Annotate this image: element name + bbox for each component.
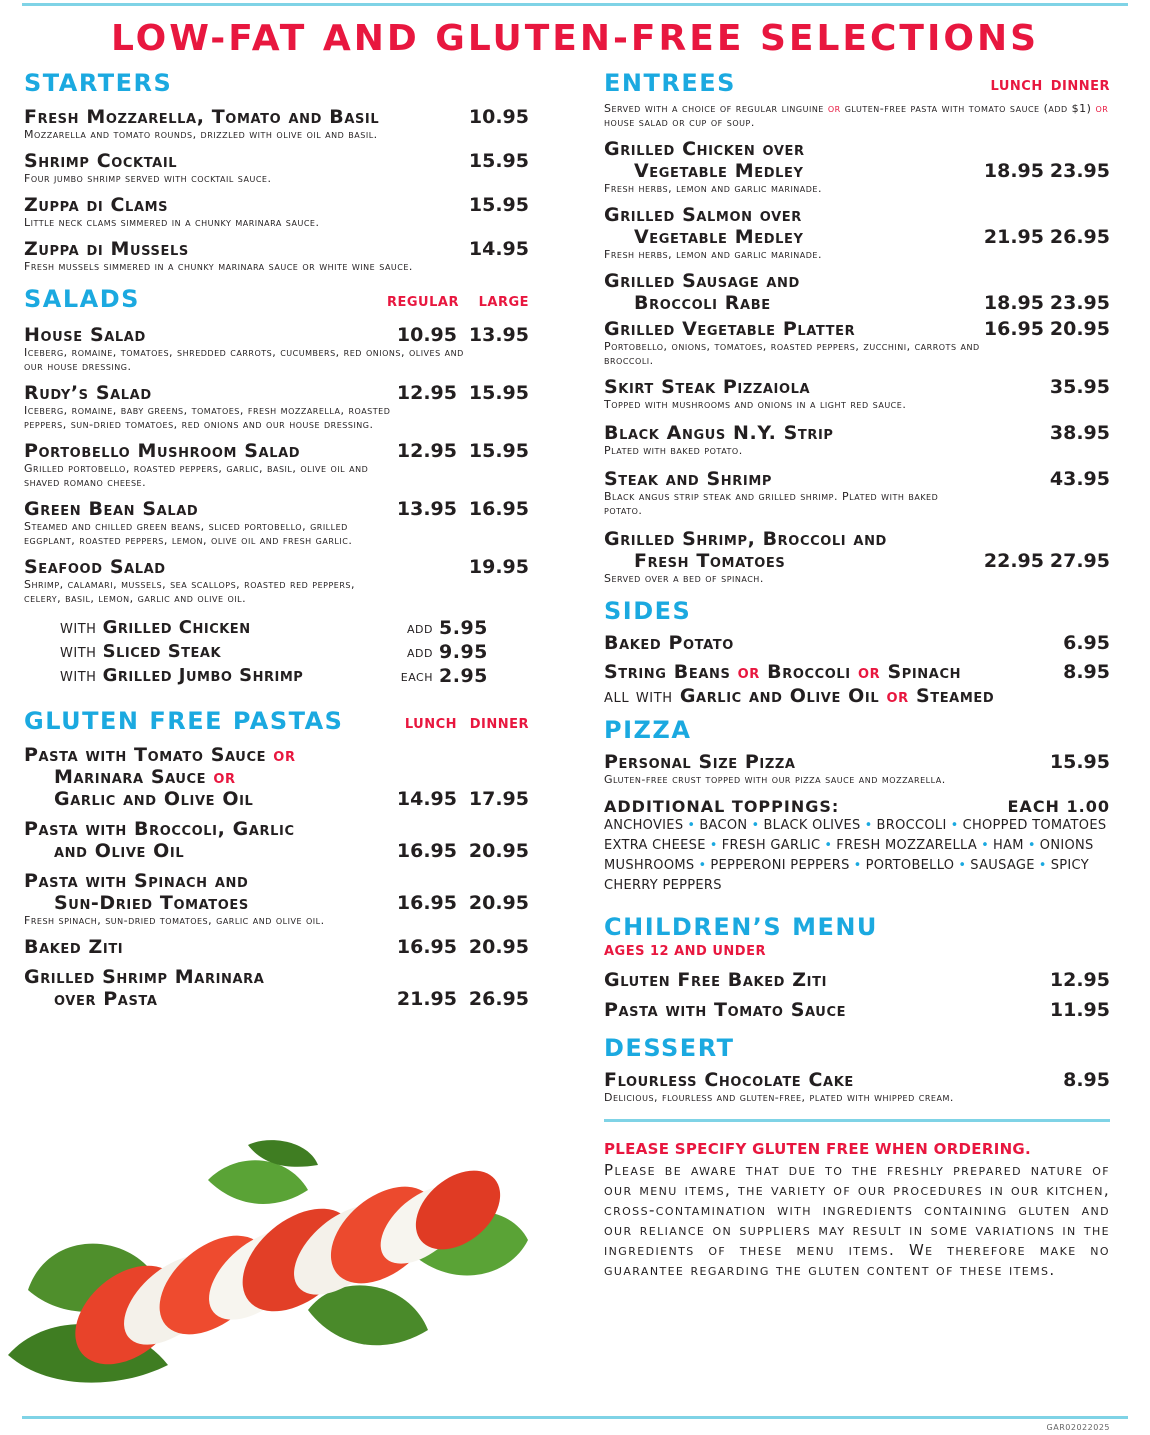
addon-price: 9.95 <box>439 641 488 663</box>
price-regular <box>387 556 457 578</box>
side-item <box>604 632 1110 654</box>
topping: SPICY CHERRY PEPPERS <box>604 858 1089 893</box>
col-large: LARGE <box>478 295 529 310</box>
item-name: String Beans or Broccoli or Spinach <box>604 661 962 683</box>
addon-label: with Grilled Chicken <box>60 617 251 638</box>
pastas-heading: GLUTEN FREE PASTAS <box>24 707 344 735</box>
item-description: Mozzarella and tomato rounds, drizzled with olive oil and basil. <box>24 128 378 141</box>
toppings-price: EACH 1.00 <box>1007 797 1110 816</box>
topping: CHOPPED TOMATOES <box>962 818 1107 833</box>
item-name: Grilled Shrimp Marinara <box>24 966 265 988</box>
price-regular: 13.95 <box>396 498 457 520</box>
item-description: Fresh herbs, lemon and garlic marinade. <box>604 182 822 195</box>
price-dinner: 27.95 <box>1049 550 1110 572</box>
item-row: Fresh Tomatoes 22.95 27.95 <box>634 550 1110 572</box>
notice-text: Please be aware that due to the freshly prepared nature of our menu items, the variety of our procedures in our kitchen, cross-contamination with ingredients containing gluten and our reliance on suppliers may result in some variations in the ingredients of these menu items. We therefore make no guarantee regarding the gluten content of these items. <box>604 1161 1110 1279</box>
topping: EXTRA CHEESE <box>604 838 706 853</box>
topping: ONIONS <box>1039 838 1094 853</box>
item-row <box>24 382 529 404</box>
item-name: Personal Size Pizza <box>604 751 796 773</box>
item-name: House Salad <box>24 324 146 346</box>
salads-header <box>24 284 529 314</box>
bullet-separator: • <box>751 818 760 833</box>
topping: ANCHOVIES <box>604 818 684 833</box>
item-row <box>24 194 529 216</box>
addon-label: with Sliced Steak <box>60 641 222 662</box>
item-price: 15.95 <box>1049 751 1110 773</box>
salad-addon <box>24 664 529 688</box>
menu-item <box>24 744 529 810</box>
price-regular: 12.95 <box>396 382 457 404</box>
item-description: Topped with mushrooms and onions in a light red sauce. <box>604 398 907 411</box>
footer-code: GAR02022025 <box>1046 1423 1110 1432</box>
item-name: Fresh Mozzarella, Tomato and Basil <box>24 106 380 128</box>
bottom-rule <box>22 1416 1128 1419</box>
entrees-header <box>604 68 1110 98</box>
item-description: Shrimp, calamari, mussels, sea scallops, roasted red peppers, celery, basil, lemon, garlic and olive oil. <box>24 578 355 605</box>
addon-price: 2.95 <box>439 665 488 687</box>
col-regular: REGULAR <box>387 295 459 310</box>
entrees-heading: ENTREES <box>604 69 736 97</box>
item-description: Steamed and chilled green beans, sliced portobello, grilled eggplant, roasted peppers, lemon, olive oil and fresh garlic. <box>24 520 353 547</box>
item-row <box>604 422 1110 444</box>
item-row <box>24 498 529 520</box>
sides-heading: SIDES <box>604 597 692 625</box>
item-price: 8.95 <box>1063 661 1110 683</box>
bullet-separator: • <box>687 818 696 833</box>
item-row <box>604 318 1110 340</box>
item-description: Plated with baked potato. <box>604 444 743 457</box>
pastas-header <box>24 706 529 736</box>
price-lunch: 21.95 <box>983 226 1044 248</box>
topping: MUSHROOMS <box>604 858 695 873</box>
item-name: Pasta with Tomato Sauce or <box>24 744 296 766</box>
item-row: over Pasta 21.95 26.95 <box>54 988 529 1010</box>
price-lunch: 18.95 <box>983 160 1044 182</box>
item-row: Broccoli Rabe 18.95 23.95 <box>634 292 1110 314</box>
price-large: 15.95 <box>468 382 529 404</box>
item-row <box>604 468 1110 490</box>
item-price: 15.95 <box>468 194 529 216</box>
item-name: Seafood Salad <box>24 556 166 578</box>
bullet-separator: • <box>864 818 873 833</box>
children-item <box>604 969 1110 991</box>
menu-item <box>604 138 1110 196</box>
item-price: 15.95 <box>468 150 529 172</box>
item-name: Pasta with Tomato Sauce <box>604 999 847 1021</box>
pizza-heading: PIZZA <box>604 716 692 744</box>
price-dinner: 17.95 <box>468 788 529 810</box>
price-dinner: 23.95 <box>1049 292 1110 314</box>
dessert-item <box>604 1069 1110 1091</box>
item-description: Gluten-free crust topped with our pizza sauce and mozzarella. <box>604 773 946 786</box>
item-row: Vegetable Medley 21.95 26.95 <box>634 226 1110 248</box>
menu-item <box>24 818 529 862</box>
notice-title: PLEASE SPECIFY GLUTEN FREE WHEN ORDERING. <box>604 1140 1032 1158</box>
page-title: LOW-FAT AND GLUTEN-FREE SELECTIONS <box>110 18 1040 59</box>
item-name: Black Angus N.Y. Strip <box>604 422 834 444</box>
item-prices <box>387 440 529 462</box>
menu-item <box>24 936 529 958</box>
salad-addons <box>24 616 529 688</box>
item-price: 10.95 <box>468 106 529 128</box>
addon-price: 5.95 <box>439 617 488 639</box>
item-row <box>24 440 529 462</box>
item-name: Skirt Steak Pizzaiola <box>604 376 811 398</box>
item-row <box>24 556 529 578</box>
menu-item <box>604 376 1110 412</box>
price-lunch: 22.95 <box>983 550 1044 572</box>
item-price: 11.95 <box>1049 999 1110 1021</box>
price-regular: 10.95 <box>396 324 457 346</box>
item-row: Vegetable Medley 18.95 23.95 <box>634 160 1110 182</box>
item-row: and Olive Oil 16.95 20.95 <box>54 840 529 862</box>
item-name: Grilled Salmon over <box>604 204 802 226</box>
entrees-column-labels <box>991 79 1110 98</box>
toppings-list <box>604 816 1110 896</box>
menu-item <box>24 382 529 432</box>
entrees-intro: Served with a choice of regular linguine or gluten-free pasta with tomato sauce (add $1) or house salad or cup of soup. <box>604 102 1109 129</box>
item-row <box>24 238 529 260</box>
children-item <box>604 999 1110 1021</box>
menu-item <box>24 194 529 230</box>
item-description: Iceberg, romaine, baby greens, tomatoes, fresh mozzarella, roasted peppers, sun-dried tomatoes, red onions and our house dressing. <box>24 404 391 431</box>
menu-item <box>24 106 529 142</box>
item-name-line2: Marinara Sauce or <box>54 766 236 788</box>
salads-column-labels <box>387 295 529 314</box>
toppings-label: ADDITIONAL TOPPINGS: <box>604 797 840 816</box>
price-dinner: 35.95 <box>1049 376 1110 398</box>
col-dinner: DINNER <box>1050 79 1110 94</box>
price-large: 19.95 <box>468 556 529 578</box>
col-dinner: DINNER <box>469 717 529 732</box>
bullet-separator: • <box>1027 838 1036 853</box>
item-price: 12.95 <box>1049 969 1110 991</box>
price-dinner: 43.95 <box>1049 468 1110 490</box>
price-dinner: 38.95 <box>1049 422 1110 444</box>
item-name: Gluten Free Baked Ziti <box>604 969 828 991</box>
item-prices <box>387 556 529 578</box>
salads-list <box>24 324 529 606</box>
topping: SAUSAGE <box>970 858 1035 873</box>
menu-item <box>604 318 1110 368</box>
bullet-separator: • <box>709 838 718 853</box>
bullet-separator: • <box>950 818 959 833</box>
item-description: Fresh herbs, lemon and garlic marinade. <box>604 248 822 261</box>
item-prices <box>387 324 529 346</box>
price-large: 16.95 <box>468 498 529 520</box>
topping: PORTOBELLO <box>865 858 955 873</box>
topping: HAM <box>993 838 1024 853</box>
addon-qualifier: add <box>407 619 433 637</box>
price-lunch: 16.95 <box>396 892 457 914</box>
menu-item <box>604 270 1110 314</box>
menu-item <box>24 150 529 186</box>
col-lunch: LUNCH <box>990 79 1043 94</box>
item-description: Portobello, onions, tomatoes, roasted peppers, zucchini, carrots and broccoli. <box>604 340 980 367</box>
menu-item <box>24 556 529 606</box>
item-name: Zuppa di Clams <box>24 194 169 216</box>
menu-item <box>24 498 529 548</box>
item-row <box>24 106 529 128</box>
item-name: Steak and Shrimp <box>604 468 773 490</box>
item-row: Garlic and Olive Oil 14.95 17.95 <box>54 788 529 810</box>
price-dinner: 23.95 <box>1049 160 1110 182</box>
salad-addon <box>24 616 529 640</box>
price-dinner: 20.95 <box>1049 318 1110 340</box>
item-name: Zuppa di Mussels <box>24 238 189 260</box>
price-lunch: 16.95 <box>396 840 457 862</box>
right-column <box>604 68 1110 1280</box>
price-regular: 12.95 <box>396 440 457 462</box>
item-name: Grilled Vegetable Platter <box>604 318 856 340</box>
item-price: 14.95 <box>468 238 529 260</box>
toppings-header <box>604 797 1110 816</box>
price-lunch: 21.95 <box>396 988 457 1010</box>
item-description: Delicious, flourless and gluten-free, plated with whipped cream. <box>604 1091 954 1104</box>
item-row <box>24 936 529 958</box>
topping: BLACK OLIVES <box>763 818 861 833</box>
bullet-separator: • <box>853 858 862 873</box>
bullet-separator: • <box>1038 858 1047 873</box>
starters-list <box>24 106 529 274</box>
item-name: Pasta with Broccoli, Garlic <box>24 818 295 840</box>
item-name: Grilled Sausage and <box>604 270 800 292</box>
item-name: Baked Ziti <box>24 936 124 958</box>
menu-item <box>24 870 529 928</box>
price-lunch: 16.95 <box>983 318 1044 340</box>
bullet-separator: • <box>824 838 833 853</box>
item-description: Black angus strip steak and grilled shrimp. Plated with baked potato. <box>604 490 939 517</box>
children-heading: CHILDREN’S MENU <box>604 913 878 941</box>
item-name: Grilled Chicken over <box>604 138 805 160</box>
item-row <box>24 150 529 172</box>
topping: BACON <box>699 818 748 833</box>
item-prices <box>387 498 529 520</box>
bullet-separator: • <box>958 858 967 873</box>
item-row <box>604 376 1110 398</box>
menu-item <box>604 204 1110 262</box>
bullet-separator: • <box>698 858 707 873</box>
price-dinner: 26.95 <box>468 988 529 1010</box>
item-description: Iceberg, romaine, tomatoes, shredded carrots, cucumbers, red onions, olives and our house dressing. <box>24 346 464 373</box>
menu-item <box>24 440 529 490</box>
item-name: Pasta with Spinach and <box>24 870 249 892</box>
price-dinner: 20.95 <box>468 840 529 862</box>
item-row: Sun-Dried Tomatoes 16.95 20.95 <box>54 892 529 914</box>
item-description: Little neck clams simmered in a chunky marinara sauce. <box>24 216 320 229</box>
starters-heading: STARTERS <box>24 69 173 97</box>
left-column <box>24 68 529 1010</box>
bullet-separator: • <box>981 838 990 853</box>
price-lunch: 16.95 <box>396 936 457 958</box>
notice-rule <box>604 1119 1110 1122</box>
item-name: Green Bean Salad <box>24 498 199 520</box>
topping: FRESH MOZZARELLA <box>836 838 978 853</box>
item-description: Fresh spinach, sun-dried tomatoes, garlic and olive oil. <box>24 914 325 927</box>
caprese-photo <box>8 1140 531 1395</box>
topping: PEPPERONI PEPPERS <box>710 858 850 873</box>
item-name: Grilled Shrimp, Broccoli and <box>604 528 887 550</box>
salad-addon <box>24 640 529 664</box>
item-description: Served over a bed of spinach. <box>604 572 764 585</box>
children-subheading: AGES 12 AND UNDER <box>604 944 766 959</box>
item-name: Flourless Chocolate Cake <box>604 1069 854 1091</box>
menu-item <box>24 238 529 274</box>
menu-item <box>604 422 1110 458</box>
item-description: Four jumbo shrimp served with cocktail sauce. <box>24 172 272 185</box>
item-name: Rudy’s Salad <box>24 382 152 404</box>
item-price: 8.95 <box>1063 1069 1110 1091</box>
pastas-column-labels <box>399 717 529 736</box>
pizza-item <box>604 751 1110 773</box>
item-description: Fresh mussels simmered in a chunky marinara sauce or white wine sauce. <box>24 260 413 273</box>
price-lunch: 18.95 <box>983 292 1044 314</box>
item-name: Shrimp Cocktail <box>24 150 178 172</box>
salads-heading: SALADS <box>24 285 140 313</box>
price-large: 13.95 <box>468 324 529 346</box>
menu-item <box>604 528 1110 586</box>
menu-item <box>24 324 529 374</box>
item-description: Grilled portobello, roasted peppers, garlic, basil, olive oil and shaved romano cheese. <box>24 462 369 489</box>
addon-qualifier: each <box>400 667 433 685</box>
menu-item <box>604 468 1110 518</box>
price-dinner: 26.95 <box>1049 226 1110 248</box>
price-lunch: 14.95 <box>396 788 457 810</box>
item-prices <box>387 382 529 404</box>
price-large: 15.95 <box>468 440 529 462</box>
dessert-heading: DESSERT <box>604 1034 735 1062</box>
topping: BROCCOLI <box>876 818 947 833</box>
addon-qualifier: add <box>407 643 433 661</box>
price-dinner: 20.95 <box>468 936 529 958</box>
price-dinner: 20.95 <box>468 892 529 914</box>
sides-prep-note: all with Garlic and Olive Oil or Steamed <box>604 685 995 707</box>
item-name: Portobello Mushroom Salad <box>24 440 301 462</box>
item-name: Baked Potato <box>604 632 734 654</box>
topping: FRESH GARLIC <box>721 838 821 853</box>
item-price: 6.95 <box>1063 632 1110 654</box>
top-rule <box>22 3 1128 6</box>
addon-label: with Grilled Jumbo Shrimp <box>60 665 304 686</box>
item-row <box>24 324 529 346</box>
side-item <box>604 661 1110 683</box>
col-lunch: LUNCH <box>404 717 457 732</box>
menu-item <box>24 966 529 1010</box>
